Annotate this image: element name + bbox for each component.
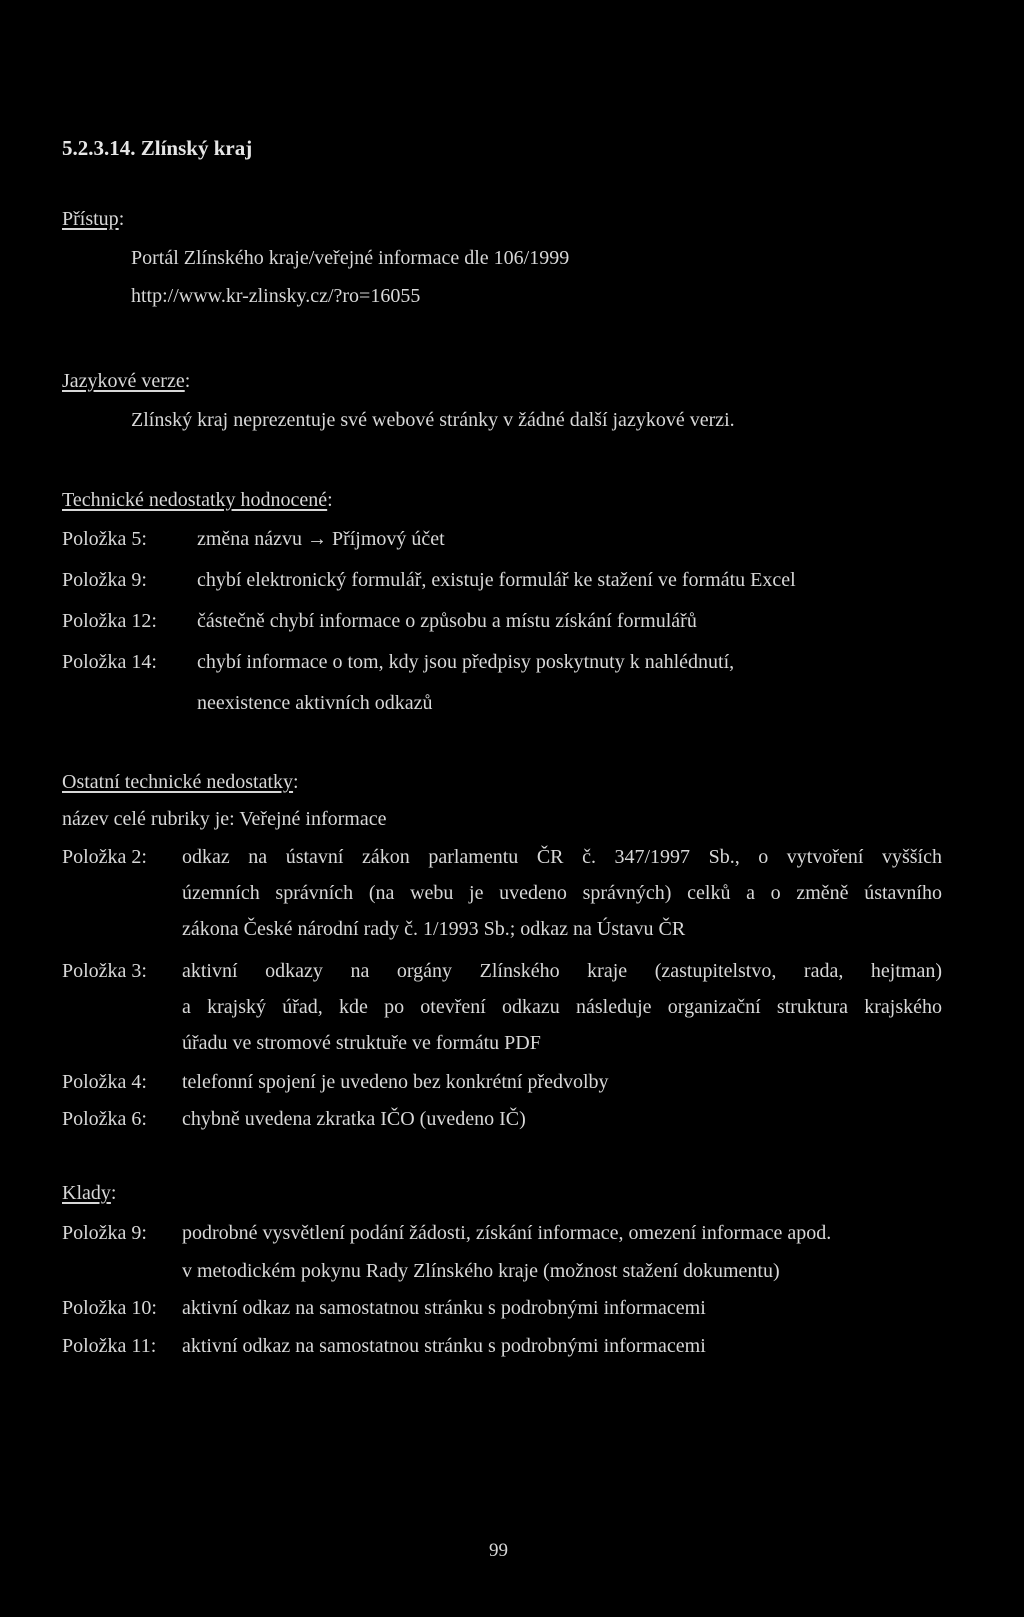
technicke-hodnocene-label: Technické nedostatky hodnocené (62, 489, 328, 511)
jazykove-verze-text: Zlínský kraj neprezentuje své webové stránky v žádné další jazykové verzi. (131, 409, 735, 431)
ostatni-heading (62, 771, 299, 794)
technicke-hodnocene-heading (62, 489, 333, 512)
ostatni-item-line: chybně uvedena zkratka IČO (uvedeno IČ) (182, 1108, 526, 1130)
ostatni-item-line: odkaz na ústavní zákon parlamentu ČR č. 347/1997 Sb., o vytvoření vyšších (182, 846, 942, 868)
ostatni-item-label: Položka 6: (62, 1108, 147, 1130)
klady-item-line: aktivní odkaz na samostatnou stránku s podrobnými informacemi (182, 1297, 706, 1319)
hodnocene-item-label: Položka 9: (62, 569, 147, 591)
ostatni-item-line: a krajský úřad, kde po otevření odkazu následuje organizační struktura krajského (182, 996, 942, 1018)
page-number: 99 (489, 1540, 508, 1561)
klady-label: Klady (62, 1182, 111, 1204)
hodnocene-item-label: Položka 14: (62, 651, 157, 673)
ostatni-item-label: Položka 4: (62, 1071, 147, 1093)
klady-item-label: Položka 9: (62, 1222, 147, 1244)
hodnocene-item-text: změna názvu → Příjmový účet (197, 528, 445, 550)
hodnocene-item-text: částečně chybí informace o způsobu a místu získání formulářů (197, 610, 697, 632)
ostatni-intro: název celé rubriky je: Veřejné informace (62, 808, 387, 830)
ostatni-item-label: Položka 2: (62, 846, 147, 868)
ostatni-item-line: telefonní spojení je uvedeno bez konkrétní předvolby (182, 1071, 609, 1093)
ostatni-item-label: Položka 3: (62, 960, 147, 982)
ostatni-colon: : (293, 771, 299, 793)
ostatni-label: Ostatní technické nedostatky (62, 771, 294, 793)
klady-item-line: aktivní odkaz na samostatnou stránku s podrobnými informacemi (182, 1335, 706, 1357)
pristup-colon: : (118, 208, 125, 230)
hodnocene-item-text-continuation: neexistence aktivních odkazů (197, 692, 433, 714)
klady-item-label: Položka 11: (62, 1335, 157, 1357)
pristup-url-line: http://www.kr-zlinsky.cz/?ro=16055 (131, 285, 421, 307)
klady-item-line: podrobné vysvětlení podání žádosti, získání informace, omezení informace apod. (182, 1222, 832, 1244)
technicke-hodnocene-colon: : (327, 489, 333, 511)
jazykove-verze-colon: : (184, 370, 191, 392)
pristup-portal-line: Portál Zlínského kraje/veřejné informace dle 106/1999 (131, 247, 570, 269)
klady-colon: : (110, 1182, 117, 1204)
hodnocene-item-text: chybí informace o tom, kdy jsou předpisy poskytnuty k nahlédnutí, (197, 651, 735, 673)
hodnocene-item-label: Položka 12: (62, 610, 157, 632)
pristup-heading (62, 208, 124, 231)
section-title: 5.2.3.14. Zlínský kraj (62, 136, 253, 160)
jazykove-verze-heading (62, 370, 190, 393)
klady-item-label: Položka 10: (62, 1297, 157, 1319)
klady-item-line: v metodickém pokynu Rady Zlínského kraje (možnost stažení dokumentu) (182, 1260, 780, 1282)
hodnocene-item-label: Položka 5: (62, 528, 147, 550)
klady-heading (62, 1182, 116, 1205)
ostatni-item-line: zákona České národní rady č. 1/1993 Sb.; odkaz na Ústavu ČR (182, 918, 686, 940)
jazykove-verze-label: Jazykové verze (62, 370, 185, 392)
ostatni-item-line: aktivní odkazy na orgány Zlínského kraje (zastupitelstvo, rada, hejtman) (182, 960, 942, 982)
hodnocene-item-text: chybí elektronický formulář, existuje formulář ke stažení ve formátu Excel (197, 569, 796, 591)
ostatni-item-line: úřadu ve stromové struktuře ve formátu PDF (182, 1032, 541, 1054)
ostatni-item-line: územních správních (na webu je uvedeno správných) celků a o změně ústavního (182, 882, 942, 904)
pristup-label: Přístup (62, 208, 119, 230)
